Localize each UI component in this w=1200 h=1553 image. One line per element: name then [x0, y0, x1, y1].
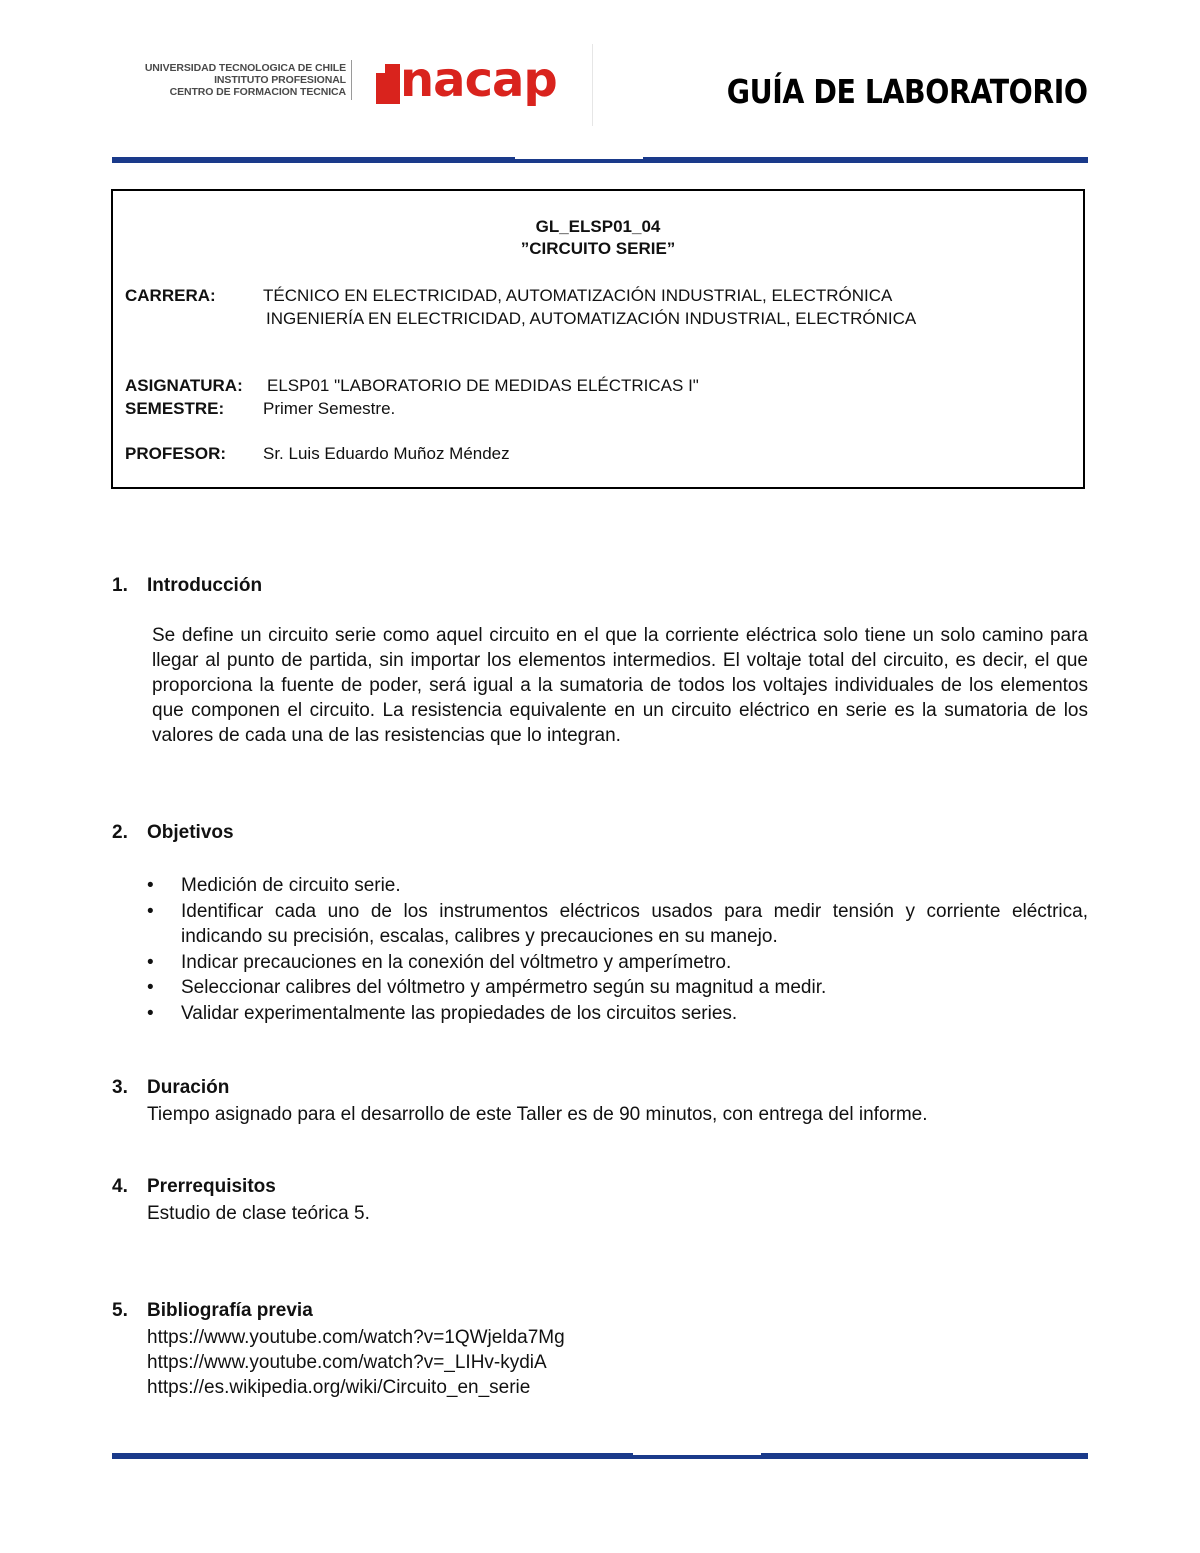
list-item-text: Identificar cada uno de los instrumentos eléctricos usados para medir tensión y corriente eléctrica, indicando su precisión, escalas, calibres y precauciones en su manejo. [181, 900, 1088, 947]
bibliografia-link[interactable]: https://es.wikipedia.org/wiki/Circuito_en_serie [147, 1377, 531, 1398]
section-title: Objetivos [147, 822, 234, 843]
bullet-icon: • [147, 875, 154, 896]
section-heading-prerrequisitos [112, 1176, 276, 1198]
institution-line: UNIVERSIDAD TECNOLOGICA DE CHILE [144, 62, 346, 74]
objetivos-list [147, 873, 1088, 1026]
profesor-label: PROFESOR: [125, 444, 227, 463]
section-title: Prerrequisitos [147, 1176, 276, 1197]
bullet-icon: • [147, 900, 154, 922]
bottom-rule [112, 1453, 1088, 1459]
prerrequisitos-text: Estudio de clase teórica 5. [147, 1203, 370, 1224]
section-title: Bibliografía previa [147, 1300, 313, 1321]
guide-code: GL_ELSP01_04 [535, 217, 661, 236]
semestre-value: Primer Semestre. [263, 399, 396, 418]
list-item-text: Indicar precauciones en la conexión del vóltmetro y amperímetro. [181, 951, 732, 973]
duracion-text: Tiempo asignado para el desarrollo de este Taller es de 90 minutos, con entrega del informe. [147, 1104, 928, 1125]
institution-line: CENTRO DE FORMACION TECNICA [169, 86, 346, 98]
introduccion-paragraph: Se define un circuito serie como aquel circuito en el que la corriente eléctrica solo tiene un solo camino para llegar al punto de partida, sin importar los elementos intermedios. El voltaje total del circuito, es decir, el que proporciona la fuente de poder, será igual a la sumatoria de todos los voltajes individuales de los elementos que componen el circuito. La resistencia equivalente en un circuito eléctrico en serie es la sumatoria de los valores de cada una de las resistencias que lo integran. [152, 625, 1088, 746]
list-item [147, 899, 1088, 950]
section-number: 2. [112, 822, 128, 843]
section-heading-objetivos [112, 822, 234, 844]
guide-title: ”CIRCUITO SERIE” [520, 239, 676, 258]
section-number: 3. [112, 1077, 128, 1098]
logo-mark-icon [376, 64, 400, 104]
list-item [147, 950, 1088, 976]
profesor-value: Sr. Luis Eduardo Muñoz Méndez [263, 444, 510, 463]
section-number: 1. [112, 575, 128, 596]
section-number: 4. [112, 1176, 128, 1197]
bullet-icon: • [147, 1002, 154, 1024]
bibliografia-link[interactable]: https://www.youtube.com/watch?v=1QWjelda7Mg [147, 1327, 565, 1348]
bibliografia-link[interactable]: https://www.youtube.com/watch?v=_LIHv-kydiA [147, 1352, 547, 1373]
bottom-rule-accent [633, 1453, 761, 1455]
asignatura-label: ASIGNATURA: [125, 376, 243, 395]
list-item-text: Medición de circuito serie. [181, 875, 401, 896]
institution-text [140, 62, 346, 98]
document-type-title: GUÍA DE LABORATORIO [727, 72, 1088, 111]
asignatura-value: ELSP01 "LABORATORIO DE MEDIDAS ELÉCTRICAS I" [267, 376, 699, 395]
section-number: 5. [112, 1300, 128, 1321]
carrera-line-2: INGENIERÍA EN ELECTRICIDAD, AUTOMATIZACIÓN INDUSTRIAL, ELECTRÓNICA [266, 309, 917, 328]
section-title: Duración [147, 1077, 230, 1098]
list-item [147, 975, 1088, 1001]
institution-line: INSTITUTO PROFESIONAL [214, 74, 346, 86]
section-heading-introduccion [112, 575, 262, 597]
bullet-icon: • [147, 951, 154, 973]
section-heading-duracion [112, 1077, 229, 1099]
info-box [111, 189, 1085, 489]
carrera-line-1: TÉCNICO EN ELECTRICIDAD, AUTOMATIZACIÓN INDUSTRIAL, ELECTRÓNICA [263, 286, 893, 305]
semestre-label: SEMESTRE: [125, 399, 225, 418]
top-rule-accent [515, 157, 643, 159]
list-item [147, 1001, 1088, 1027]
header-divider [592, 44, 593, 126]
list-item [147, 873, 1088, 899]
list-item-text: Validar experimentalmente las propiedades de los circuitos series. [181, 1002, 738, 1024]
section-heading-bibliografia [112, 1300, 313, 1322]
bullet-icon: • [147, 977, 154, 998]
logo-text: nacap [400, 52, 557, 108]
inacap-logo [376, 52, 557, 108]
list-item-text: Seleccionar calibres del vóltmetro y ampérmetro según su magnitud a medir. [181, 977, 827, 998]
logo-divider [351, 60, 352, 100]
carrera-label: CARRERA: [125, 286, 216, 305]
section-title: Introducción [147, 575, 263, 596]
